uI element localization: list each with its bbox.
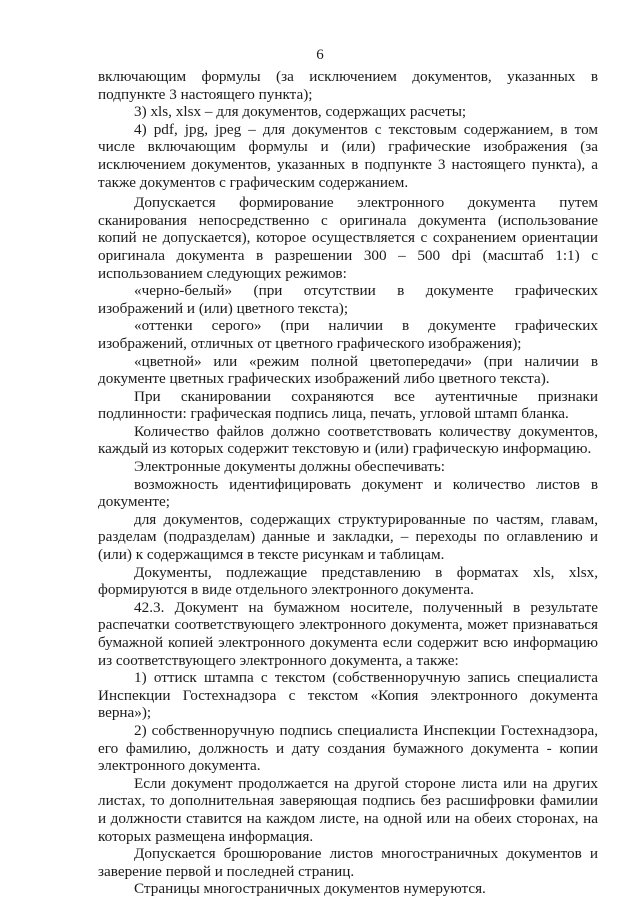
list-item: для документов, содержащих структурированные по частям, главам, разделам (подразделам) данные и закладки, – переходы по оглавлению и (или) к содержащимся в тексте рисункам и таблицам. xyxy=(98,510,598,564)
list-item: возможность идентифицировать документ и количество листов в документе; xyxy=(98,475,598,511)
section-paragraph: 42.3. Документ на бумажном носителе, полученный в результате распечатки соответствующего электронного документа, может признаваться бумажной копией электронного документа если содержит всю информацию из соответствующего электронного документа, а также: xyxy=(98,598,598,669)
paragraph: При сканировании сохраняются все аутентичные признаки подлинности: графическая подпись лица, печать, угловой штамп бланка. xyxy=(98,387,598,423)
page-number: 6 xyxy=(316,47,324,63)
list-item: 2) собственноручную подпись специалиста Инспекции Гостехнадзора, его фамилию, должность и дату создания бумажного документа - копии электронного документа. xyxy=(98,721,598,775)
document-body xyxy=(98,68,598,898)
list-item: 3) xls, xlsx – для документов, содержащих расчеты; xyxy=(134,103,467,121)
list-item: «цветной» или «режим полной цветопередачи» (при наличии в документе цветных графических изображений либо цветного текста). xyxy=(98,352,598,388)
paragraph: Страницы многостраничных документов нумеруются. xyxy=(134,880,486,898)
list-item: «черно-белый» (при отсутствии в документе графических изображений и (или) цветного текста); xyxy=(98,282,598,317)
paragraph: Допускается формирование электронного документа путем сканирования непосредственно с оригинала документа (использование копий не допускается), которое осуществляется с сохранением ориентации оригинала документа в разрешении 300 – 500 dpi (масштаб 1:1) с использованием следующих режимов: xyxy=(98,194,598,282)
paragraph: Документы, подлежащие представлению в форматах xls, xlsx, формируются в виде отдельного электронного документа. xyxy=(98,563,598,599)
paragraph: Если документ продолжается на другой стороне листа или на других листах, то дополнительная заверяющая подпись без расшифровки фамилии и должности ставится на каждом листе, на одной или на обеих сторонах, на которых размещена информация. xyxy=(98,774,598,845)
list-item: «оттенки серого» (при наличии в документе графических изображений, отличных от цветного графического изображения); xyxy=(98,317,598,352)
paragraph: Электронные документы должны обеспечивать: xyxy=(134,458,445,476)
paragraph: Количество файлов должно соответствовать количеству документов, каждый из которых содержит текстовую и (или) графическую информацию. xyxy=(98,422,598,458)
paragraph: Допускается брошюрование листов многостраничных документов и заверение первой и последней страниц. xyxy=(98,845,598,880)
paragraph: включающим формулы (за исключением документов, указанных в подпункте 3 настоящего пункта); xyxy=(98,68,598,103)
list-item: 1) оттиск штампа с текстом (собственноручную запись специалиста Инспекции Гостехнадзора с текстом «Копия электронного документа верна»); xyxy=(98,669,598,722)
list-item: 4) pdf, jpg, jpeg – для документов с текстовым содержанием, в том числе включающим формулы и (или) графические изображения (за исключением документов, указанных в подпункте 3 настоящего пункта), а также документов с графическим содержанием. xyxy=(98,120,598,191)
